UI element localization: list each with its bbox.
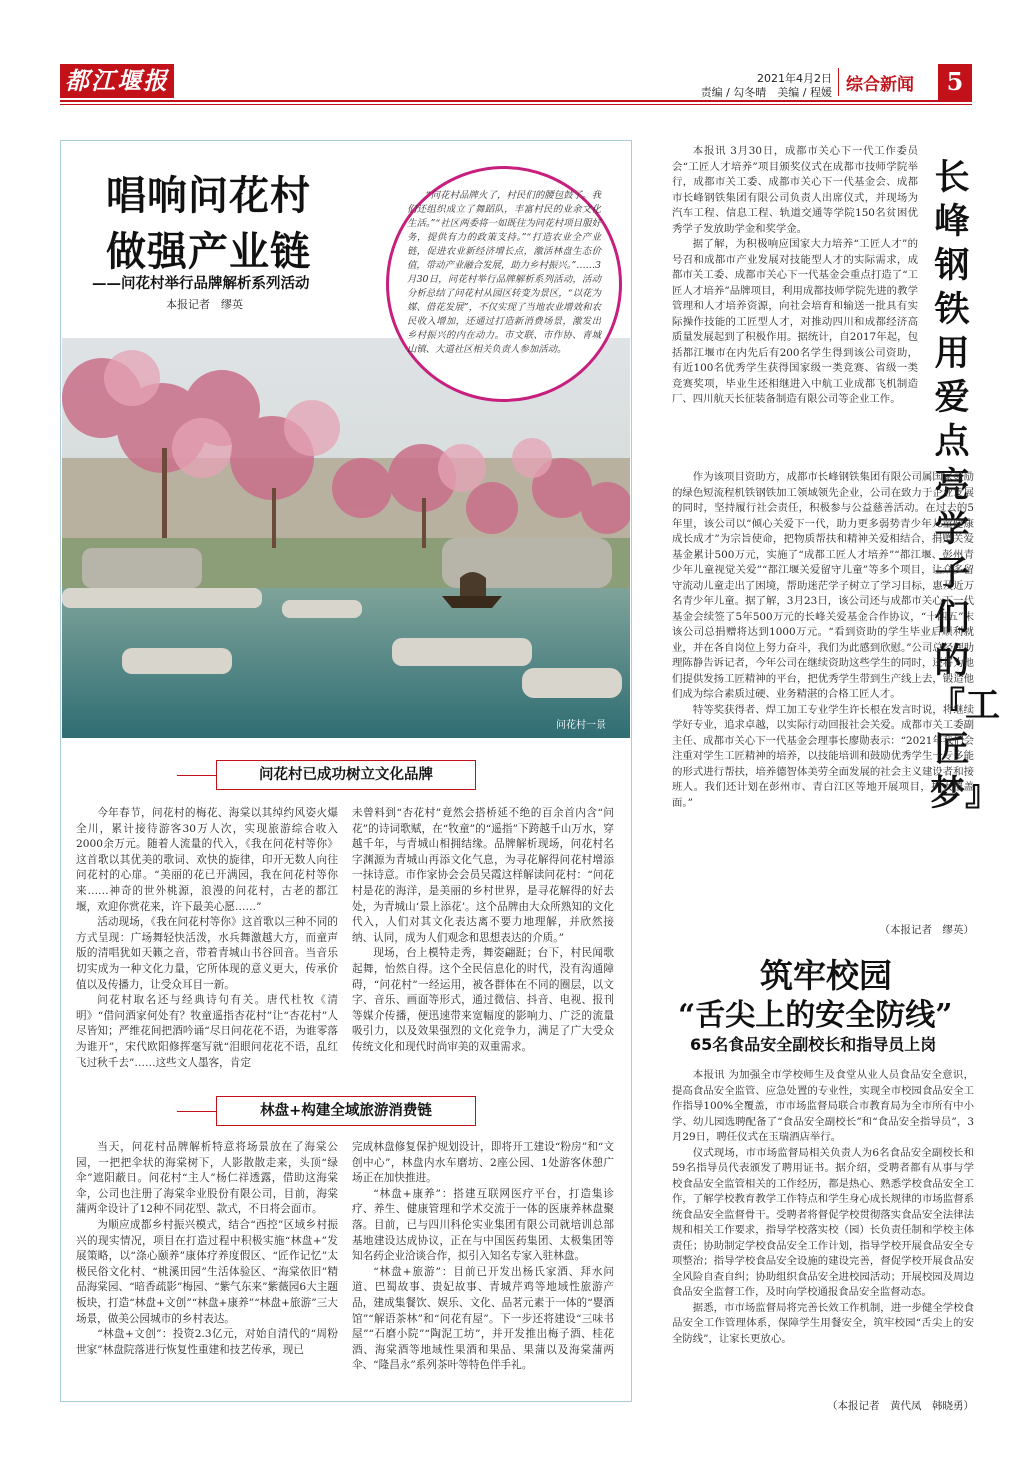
village-photo-illustration	[62, 338, 630, 738]
tourism-column-2	[352, 1140, 614, 1374]
header-rule	[60, 100, 972, 102]
masthead-logo: 都江堰报	[60, 64, 174, 98]
header-divider	[838, 68, 839, 96]
tourism-column-1	[76, 1140, 338, 1358]
paragraph: 本报讯 3月30日，成都市关心下一代工作委员会“工匠人才培养”项目颁奖仪式在成都市技师学院举行，成都市关工委、成都市关心下一代基金会、成都市长峰钢铁集团有限公司负责人出席仪式，并现场为汽车工程、信息工程、轨道交通等学院150名贫困优秀学子发放助学金和奖学金。	[672, 145, 918, 235]
headline-line-1: 唱响问花村	[106, 172, 311, 219]
story2-headline-2: “舌尖上的安全防线”	[678, 998, 953, 1033]
story2-body	[672, 1068, 974, 1347]
paragraph: 问花村取名还与经典诗句有关。唐代杜牧《清明》“借问酒家何处有？牧童遥指杏花村”让“杏花村”人尽皆知；严维花间把酒吟诵“尽日问花花不语，为谁零落为谁开”，宋代欧阳修挥毫写就“泪眼问花花不语，乱红飞过秋千去”……这些文人墨客，肯定	[76, 994, 338, 1069]
feature-byline: 本报记者 缪英	[166, 298, 243, 311]
headline-line-2: 做强产业链	[106, 228, 311, 275]
editors-line: 责编 / 勾冬晴 美编 / 程媛	[700, 86, 832, 99]
issue-date: 2021年4月2日	[757, 72, 832, 85]
story2-subtitle: 65名食品安全副校长和指导员上岗	[690, 1035, 937, 1054]
village-photo	[62, 338, 630, 738]
section-name: 综合新闻	[846, 75, 914, 95]
paragraph: 据悉，市市场监督局将完善长效工作机制，进一步健全学校食品安全工作管理体系，保障学生用餐安全，筑牢校园“舌尖上的安全防线”，让家长更放心。	[672, 1301, 974, 1345]
photo-caption: 问花村一景	[556, 720, 606, 731]
paragraph: “林盘+文创”：投资2.3亿元，对始自清代的“周粉世家”林盘院落进行恢复性重建和技艺传承，现已	[76, 1328, 338, 1356]
feature-headline	[106, 168, 311, 280]
story1-body-top	[672, 144, 918, 408]
paragraph: 据了解，为积极响应国家大力培养“工匠人才”的号召和成都市产业发展对技能型人才的实际需求，成都市关工委、成都市关心下一代基金会重点打造了“工匠人才培养”品牌项目，利用成都技师学院先进的教学管理和人才培养资源，向社会培育和输送一批具有实际操作技能的工匠型人才，对推动四川和成都经济高质量发展起到了积极作用。据统计，自2017年起，包括都江堰市在内先后有200名学生得到该公司资助，有近100名优秀学生获得国家级一类竞赛、省级一类竞赛奖项，毕业生还相继进入中航工业成都飞机制造厂、四川航天长征装备制造有限公司等企业工作。	[672, 238, 918, 405]
paragraph: 作为该项目资助方，成都市长峰钢铁集团有限公司属国家鼓励的绿色短流程机铁钢铁加工领域领先企业，公司在致力于企业发展的同时，坚持履行社会责任，积极参与公益慈善活动。在过去的5年里，该公司以“倾心关爱下一代，助力更多弱势青少年儿童健康成长成才”为宗旨使命，把物质帮扶和精神关爱相结合，捐赠关爱基金累计500万元，实施了“成都工匠人才培养”“都江堰、彭州青少年儿童视觉关爱”“都江堰关爱留守儿童”等多个项目，让众多留守流动儿童走出了困境，帮助迷茫学子树立了学习目标，惠及近万名青少年儿童。据了解，3月23日，该公司还与成都市关心下一代基金会续签了5年500万元的长峰关爱基金合作协议，“十四五”末该公司总捐赠将达到1000万元。“看到资助的学生毕业后顺利就业，并在各自岗位上努力奋斗，我们为此感到欣慰。”公司总经理助理陈静告诉记者，今年公司在继续资助这些学生的同时，还将为他们提供发扬工匠精神的平台，把优秀学生带到生产线上去，锻造他们成为综合素质过硬、业务精湛的合格工匠人才。	[672, 471, 974, 700]
feature-subtitle: ——问花村举行品牌解析系列活动	[92, 275, 310, 292]
paragraph: 完成林盘修复保护规划设计，即将开工建设“粉房”和“文创中心”，林盘内水车磨坊、2座公园、1处游客休憩广场正在加快推进。	[352, 1141, 614, 1185]
paragraph: 现场，台上模特走秀，舞姿翩跹；台下，村民闻歌起舞，怡然自得。这个全民信息化的时代，没有沟通障碍，“问花村”一经运用，被各群体在不同的圈层，以文字、音乐、画面等形式，通过微信、抖音、电视、报刊等媒介传播，便迅速带来宽幅度的影响力、广泛的流量吸引力，以及效果强烈的文化竞争力，满足了广大受众传统文化和现代时尚审美的双重需求。	[352, 947, 614, 1053]
paragraph: 当天，问花村品牌解析特意将场景放在了海棠公园，一把把伞状的海棠树下，人影散散走来，头顶“绿伞”遮阳蔽日。问花村“主人”杨仁祥透露，借助这海棠伞，公司也注册了海棠伞业股份有限公司，目前，海棠蒲两伞设计了12种不同花型、款式，不日将会面市。	[76, 1141, 338, 1216]
section-bar-tourism: 林盘+构建全域旅游消费链	[216, 1096, 476, 1126]
paragraph: 活动现场，《我在问花村等你》这首歌以三种不同的方式呈现：广场舞轻快活泼，水兵舞激越大方，而童声版的清唱犹如天籁之音，带着青城山书谷回音。当音乐切实成为一种文化力量，它所体现的意义更大，传承价值以及传播力，让受众耳目一新。	[76, 916, 338, 991]
paragraph: “林盘+旅游”：目前已开发出杨氏家酒、拜水问道、巴蜀故事、贵妃故事、青城芹鸡等地域性旅游产品，建成集餐饮、娱乐、文化、品茗元素于一体的“婴酒馆”“解语茶林”和“问花有屋”。下一步还将建设“三味书屋”“石磨小院”“陶泥工坊”，并开发推出梅子酒、桂花酒、海棠酒等地域性果酒和果品、果蒲以及海棠蒲两伞、“隆昌永”系列茶叶等特色伴手礼。	[352, 1265, 614, 1372]
paragraph: “林盘+康养”：搭建互联网医疗平台，打造集诊疗、养生、健康管理和学术交流于一体的医康养林盘聚落。目前，已与四川科伦实业集团有限公司就培训总部基地建设达成协议，正在与中国医药集团、太极集团等知名药企业洽谈合作，拟引入知名专家入驻林盘。	[352, 1187, 614, 1263]
quote-circle-text: “问花村品牌火了，村民们的腰包鼓了。我们还组织成立了舞蹈队，丰富村民的业余文化生活。”“社区两委将一如既往为问花村项目服好务，提供有力的政策支持。”“打造农业全产业链，促进农业新经济增长点，激活林盘生态价值，带动产业融合发展，助力乡村振兴。”……3月30日，问花村举行品牌解析系列活动，活动分析总结了问花村从园区转变为景区，“以花为媒、借花发展”，不仅实现了当地农业增效和农民收入增加，还通过打造新消费场景，激发出乡村振兴的内在动力。市文联、市作协、青城山镇、大道社区相关负责人参加活动。	[407, 190, 601, 355]
paragraph: 特等奖获得者、焊工加工专业学生许长根在发言时说，将继续学好专业，追求卓越，以实际行动回报社会关爱。成都市关工委副主任、成都市关心下一代基金会理事长廖勋表示：“2021年我们会注重对学生工匠精神的培养，以技能培训和鼓励优秀学生一专多能的形式进行帮扶，培养德智体美劳全面发展的社会主义建设者和接班人。我们还计划在彭州市、青白江区等地开展项目，扩大覆盖面。”	[672, 703, 974, 809]
story2-headline-1: 筑牢校园	[760, 956, 892, 995]
section-bar-culture: 问花村已成功树立文化品牌	[216, 760, 476, 790]
header-rule-thin	[60, 104, 972, 105]
quote-circle	[386, 166, 622, 402]
paragraph: 为顺应成都乡村振兴模式，结合“西控”区域乡村振兴的现实情况，项目在打造过程中积极实施“林盘+”发展策略，以“涤心颐养”康体疗养度假区、“匠作记忆”太极民俗文化村、“桃溪田园”生活体验区、“海棠依旧”精品海棠园、“暗香疏影”梅园、“紫气东来”紫薇园6大主题板块，打造“林盘+文创”“林盘+康养”“林盘+旅游”三大场景，做美公园城市的乡村表达。	[76, 1218, 338, 1325]
culture-column-2	[352, 806, 614, 1056]
paragraph: 本报讯 为加强全市学校师生及食堂从业人员食品安全意识，提高食品安全监管、应急处置的专业性，实现全市校园食品安全工作指导100%全覆盖，市市场监督局联合市教育局为全市所有中小学、幼儿园选聘配备了“食品安全副校长”和“食品安全指导员”，3月29日，聘任仪式在玉瑞酒店举行。	[672, 1069, 974, 1143]
paragraph: 今年春节，问花村的梅花、海棠以其绰约风姿火爆全川，累计接待游客30万人次，实现旅游综合收入2000余万元。随着人流量的代入，《我在问花村等你》这首歌以其优美的歌词、欢快的旋律，印开无数人向往问花村的心扉。“美丽的花已开满园，我在问花村等你来……神奇的世外桃源，浪漫的问花村，古老的都江堰，欢迎你赏花来，许下最美心愿……”	[76, 807, 338, 913]
story1-signature: （本报记者 缪英）	[879, 924, 974, 936]
culture-column-1	[76, 806, 338, 1071]
story1-headline: 长峰钢铁用爱点亮学子们的『工匠梦』	[930, 157, 1001, 814]
story2-signature: （本报记者 黄代凤 韩晓勇）	[827, 1400, 974, 1412]
paragraph: 仪式现场，市市场监督局相关负责人为6名食品安全副校长和59名指导员代表颁发了聘用证书。据介绍，受聘者都有从事与学校食品安全监管相关的工作经历，都是热心、熟悉学校食品安全工作，了解学校教育教学工作特点和学生身心成长规律的市场监督系统食品安全监督骨干。受聘者将督促学校贯彻落实食品安全法律法规和相关工作要求，指导学校落实校（园）长负责任制和学校主体责任；协助制定学校食品安全工作计划，指导学校开展食品安全专项整治；指导学校食品安全设施的建设完善，督促学校开展食品安全风险自查自纠；协助组织食品安全进校园活动；开展校园及周边食品安全监督工作，及时向学校通报食品安全监督动态。	[672, 1146, 974, 1298]
story1-body-bottom	[672, 470, 974, 811]
page-number: 5	[938, 64, 972, 100]
paragraph: 未曾料到“杏花村”竟然会搭桥延不绝的百余首内含“问花”的诗词歌赋，在“牧童”的“遥指”下跨越千山万水，穿越千年，与青城山相拥结缘。品牌解析现场，问花村名字渊源为青城山再添文化气息，为寻花解得问花村增添一抹诗意。市作家协会会员吴霞这样解读问花村：“问花村是花的海洋，是美丽的乡村世界，是寻花解得的好去处，为青城山‘景上添花’。这个品牌由大众所熟知的文化代入，人们对其文化表达离不要力地理解，并欣然接纳、认同，成为人们观念和思想表达的介质。”	[352, 807, 614, 944]
